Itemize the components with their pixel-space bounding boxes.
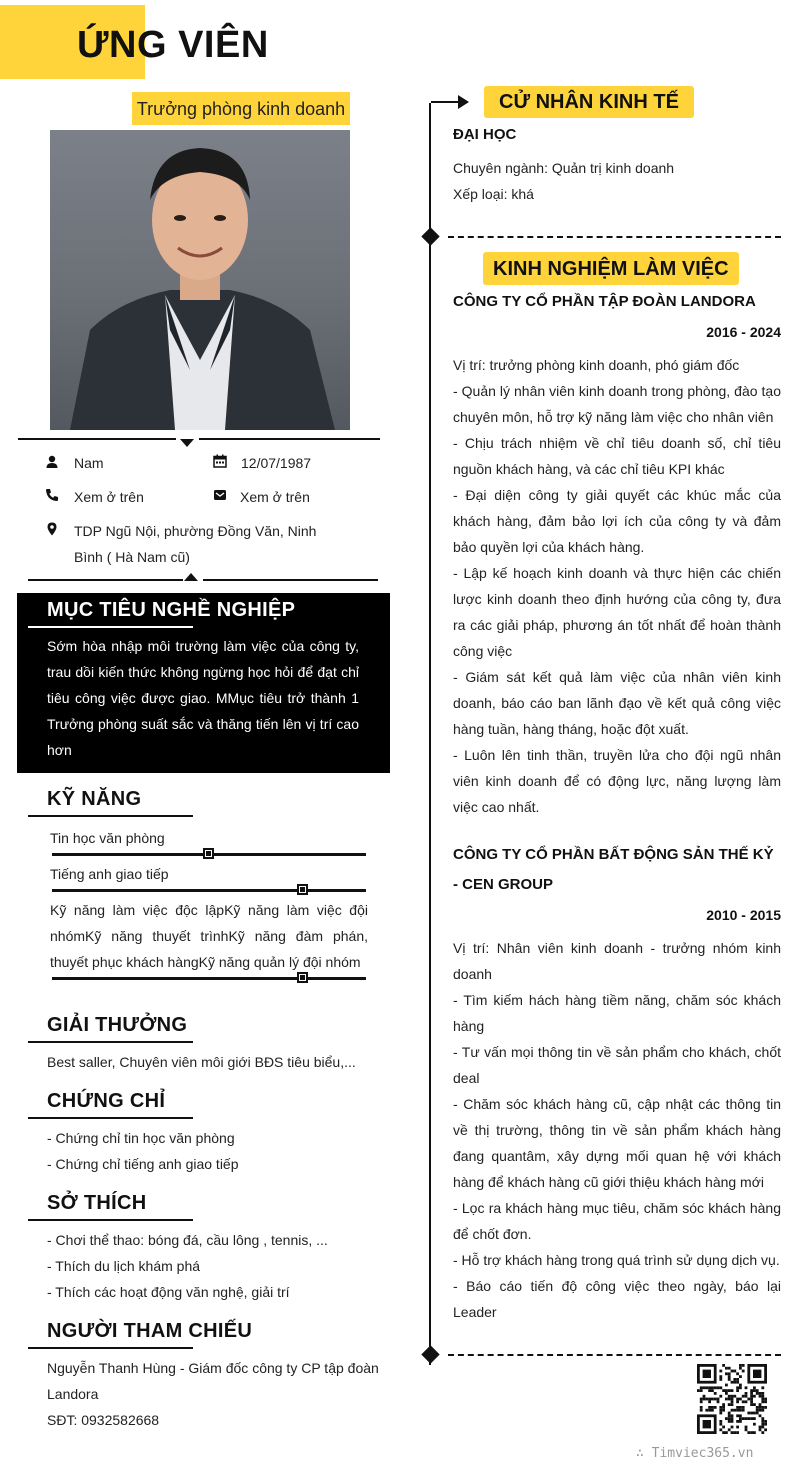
awards-underline [28, 1041, 193, 1043]
qr-code-icon [697, 1364, 767, 1434]
job-description-line: - Tìm kiếm hách hàng tiềm năng, chăm sóc khách hàng [453, 992, 781, 1034]
objective-title: MỤC TIÊU NGHỀ NGHIỆP [47, 599, 296, 621]
address-line-1: TDP Ngũ Nội, phường Đồng Văn, Ninh [74, 523, 317, 539]
user-icon [45, 455, 59, 469]
job-description-line: - Giám sát kết quả làm việc của nhân viên kinh doanh, báo cáo ban lãnh đạo về kết quả công việc hàng tuần, hàng tháng, hoặc đột xuất. [453, 669, 781, 737]
skill-level-knob [203, 848, 214, 859]
phone-value: Xem ở trên [74, 489, 144, 505]
divider [199, 438, 380, 440]
timeline-diamond-icon [421, 1345, 439, 1363]
section-dashed-divider [448, 236, 781, 238]
watermark: ∴ Timviec365.vn [636, 1446, 754, 1461]
job-description-line: Vị trí: Nhân viên kinh doanh - trưởng nhóm kinh doanh [453, 940, 781, 982]
certificate-item: - Chứng chỉ tin học văn phòng [47, 1130, 235, 1146]
portrait-illustration [50, 130, 350, 430]
job-description-line: - Chịu trách nhiệm về chỉ tiêu doanh số, chỉ tiêu nguồn khách hàng, và các chỉ tiêu KPI khác [453, 435, 781, 477]
job-description [453, 935, 781, 1325]
divider [28, 579, 183, 581]
objective-underline [28, 626, 193, 628]
job-company: CÔNG TY CỔ PHẦN BẤT ĐỘNG SẢN THẾ KỶ [453, 846, 774, 863]
education-level: ĐẠI HỌC [453, 126, 517, 143]
education-grade: Xếp loại: khá [453, 186, 534, 202]
divider [203, 579, 378, 581]
skill-label: Tin học văn phòng [50, 830, 165, 846]
job-description-line: - Chăm sóc khách hàng cũ, cập nhật các thông tin về thị trường, thông tin về sản phẩm khách hàng đang quantâm, xây dựng mối quan hệ với khách hàng để khách hàng cũ giới thiệu khách hàng mới [453, 1096, 781, 1190]
divider-marker [184, 573, 198, 581]
birthday-value: 12/07/1987 [241, 455, 312, 471]
job-description-line: - Quản lý nhân viên kinh doanh trong phòng, đào tạo chuyên môn, hỗ trợ kỹ năng làm việc cho nhân viên [453, 383, 781, 425]
skills-underline [28, 815, 193, 817]
job-company: CÔNG TY CỔ PHẦN TẬP ĐOÀN LANDORA [453, 293, 756, 310]
hobby-item: - Thích các hoạt động văn nghệ, giải trí [47, 1284, 290, 1300]
job-description-line: - Lập kế hoạch kinh doanh và thực hiện các chiến lược kinh doanh theo định hướng của công ty, đưa ra các giải pháp, phương án tốt nhất để hoàn thành công việc [453, 565, 781, 659]
awards-text: Best saller, Chuyên viên môi giới BĐS tiêu biểu,... [47, 1054, 356, 1070]
objective-text: Sớm hòa nhập môi trường làm việc của công ty, trau dồi kiến thức không ngừng học hỏi để đạt chỉ tiêu công việc được giao. MMục tiêu trở thành 1 Trưởng phòng suất sắc và thăng tiến lên vị trí cao hơn [47, 638, 359, 758]
skill-level-knob [297, 972, 308, 983]
job-description-line: - Lọc ra khách hàng mục tiêu, chăm sóc khách hàng để chốt đơn. [453, 1200, 781, 1242]
gender-value: Nam [74, 455, 104, 471]
education-title: CỬ NHÂN KINH TẾ [499, 91, 679, 113]
hobbies-title: SỞ THÍCH [47, 1192, 147, 1214]
calendar-icon [213, 454, 227, 468]
hobbies-underline [28, 1219, 193, 1221]
reference-line: Nguyễn Thanh Hùng - Giám đốc công ty CP tập đoàn [47, 1360, 379, 1376]
references-title: NGƯỜI THAM CHIẾU [47, 1320, 253, 1342]
education-major: Chuyên ngành: Quản trị kinh doanh [453, 160, 675, 176]
phone-icon [45, 488, 59, 502]
reference-line: Landora [47, 1386, 99, 1402]
job-years: 2010 - 2015 [706, 907, 781, 923]
divider-marker [180, 439, 194, 447]
awards-title: GIẢI THƯỞNG [47, 1014, 188, 1036]
email-value: Xem ở trên [240, 489, 310, 505]
job-description-line: - Luôn lên tinh thần, truyền lửa cho đội ngũ nhân viên kinh doanh để có động lực, năng lượng làm việc cao nhất. [453, 747, 781, 815]
timeline-arrow-stem [431, 101, 461, 103]
hobby-item: - Thích du lịch khám phá [47, 1258, 201, 1274]
experience-title: KINH NGHIỆM LÀM VIỆC [493, 258, 729, 280]
skills-title: KỸ NĂNG [47, 788, 142, 810]
job-description [453, 352, 781, 820]
position-tag: Trưởng phòng kinh doanh [132, 92, 350, 125]
divider [18, 438, 176, 440]
job-description-line: - Báo cáo tiến độ công việc theo ngày, báo lại Leader [453, 1278, 781, 1320]
timeline-diamond-icon [421, 227, 439, 245]
skill-bar [52, 889, 366, 892]
candidate-name: ỨNG VIÊN [77, 24, 269, 66]
skill-label: Kỹ năng làm việc độc lậpKỹ năng làm việc đội nhómKỹ năng thuyết trìnhKỹ năng đàm phán, thuyết phục khách hàngKỹ năng quản lý đội nhóm [50, 902, 368, 970]
hobby-item: - Chơi thể thao: bóng đá, cầu lông , tennis, ... [47, 1232, 328, 1248]
section-dashed-divider [448, 1354, 781, 1356]
job-company: - CEN GROUP [453, 876, 554, 893]
email-icon [213, 488, 227, 502]
certificate-item: - Chứng chỉ tiếng anh giao tiếp [47, 1156, 239, 1172]
job-description-line: Vị trí: trưởng phòng kinh doanh, phó giám đốc [453, 357, 740, 373]
skill-label: Tiếng anh giao tiếp [50, 866, 169, 882]
location-icon [45, 522, 59, 536]
job-description-line: - Hỗ trợ khách hàng trong quá trình sử dụng dịch vụ. [453, 1252, 780, 1268]
job-description-line: - Đại diện công ty giải quyết các khúc mắc của khách hàng, đảm bảo lợi ích của công ty và đảm bảo quyền lợi của khách hàng. [453, 487, 781, 555]
certificates-title: CHỨNG CHỈ [47, 1090, 166, 1112]
address-line-2: Bình ( Hà Nam cũ) [74, 549, 190, 565]
references-underline [28, 1347, 193, 1349]
skill-level-knob [297, 884, 308, 895]
skill-bar [52, 977, 366, 980]
certificates-underline [28, 1117, 193, 1119]
job-years: 2016 - 2024 [706, 324, 781, 340]
reference-phone: SĐT: 0932582668 [47, 1412, 160, 1428]
job-description-line: - Tư vấn mọi thông tin về sản phẩm cho khách, chốt deal [453, 1044, 781, 1086]
timeline-line [429, 103, 431, 1365]
candidate-photo [50, 130, 350, 430]
timeline-arrow-icon [458, 95, 469, 109]
